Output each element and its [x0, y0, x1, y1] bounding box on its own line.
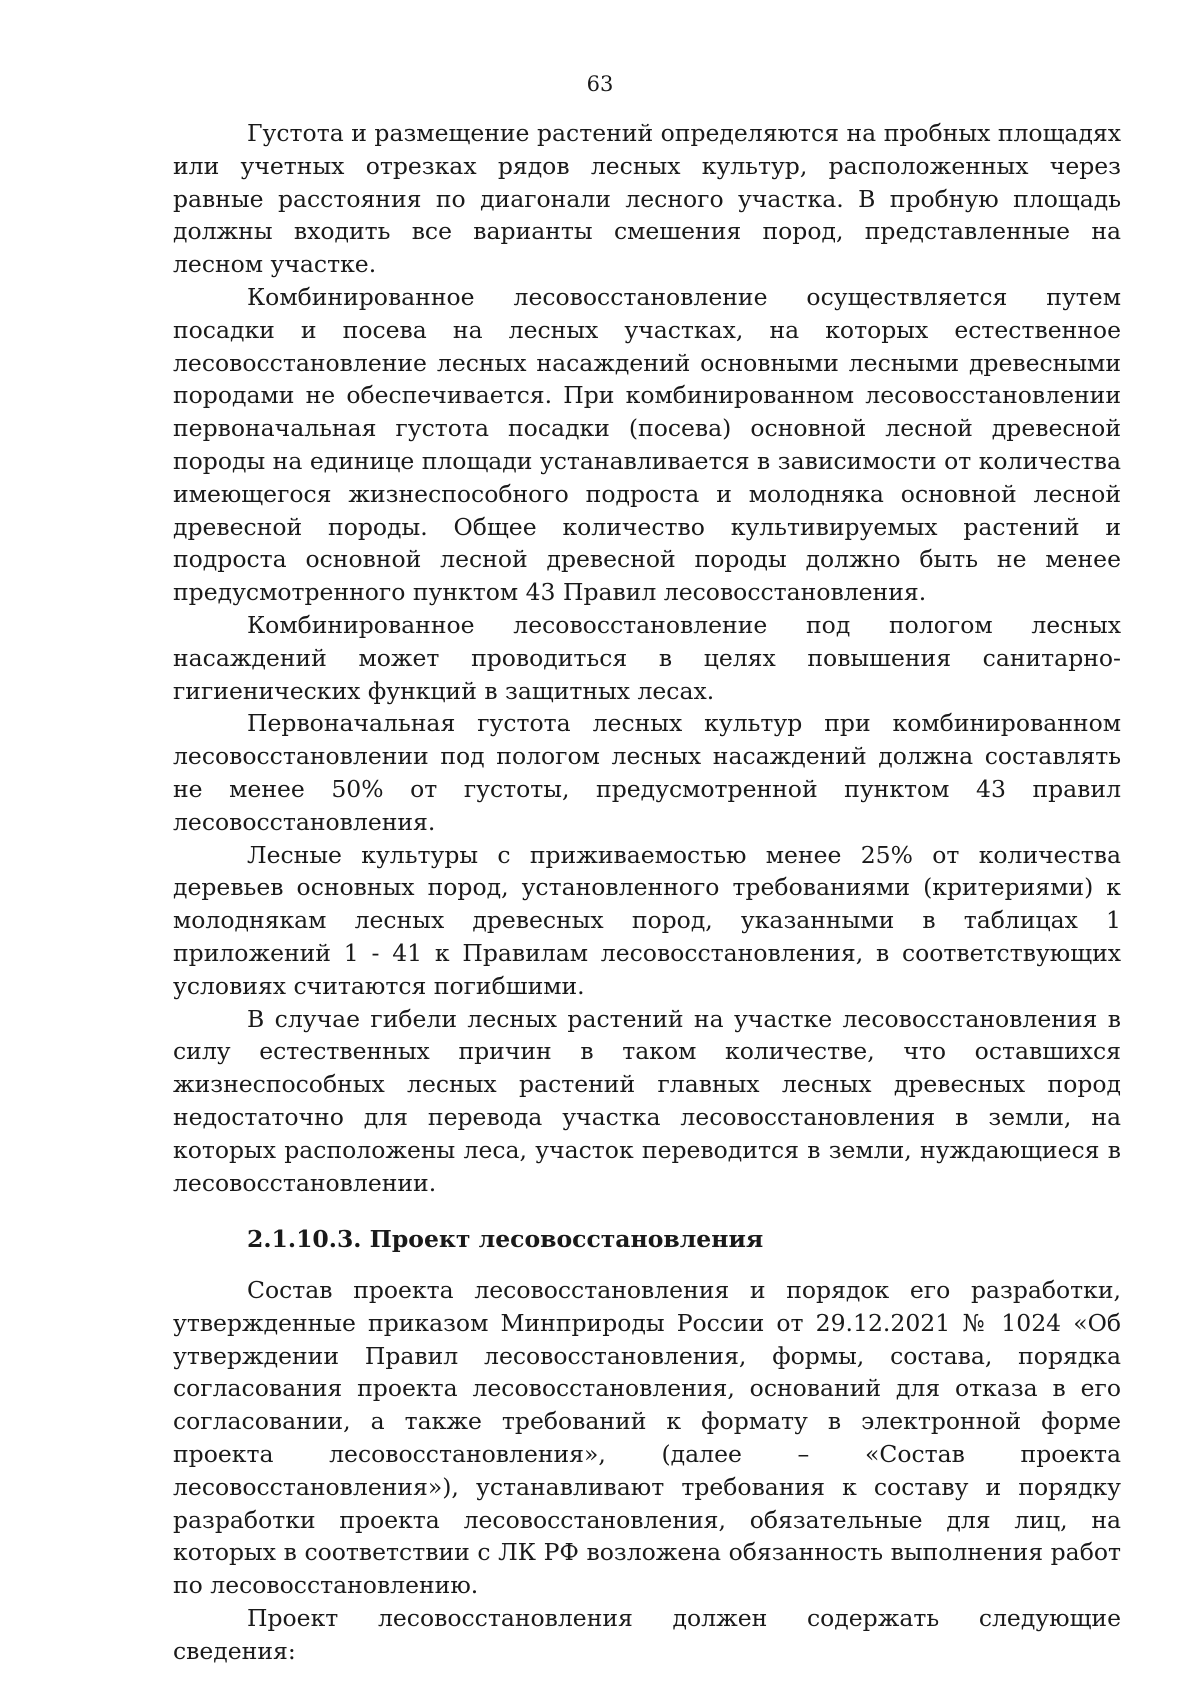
- paragraph-plant-death: В случае гибели лесных растений на участке лесовосстановления в силу естественных причин в таком количестве, что оставшихся жизнеспособных лесных растений главных лесных древесных пород недостаточно для перевода участка лесовосстановления в земли, на которых расположены леса, участок переводится в земли, нуждающиеся в лесовосстановлении.: [173, 1004, 1121, 1197]
- paragraph-project-composition: Состав проекта лесовосстановления и порядок его разработки, утвержденные приказом Минприроды России от 29.12.2021 № 1024 «Об утверждении Правил лесовосстановления, формы, состава, порядка согласования проекта лесовосстановления, оснований для отказа в его согласовании, а также требований к формату в электронной форме проекта лесовосстановления», (далее – «Состав проекта лесовосстановления»), устанавливают требования к составу и порядку разработки проекта лесовосстановления, обязательные для лиц, на которых в соответствии с ЛК РФ возложена обязанность выполнения работ по лесовосстановлению.: [173, 1276, 1121, 1600]
- document-body: [173, 117, 1121, 1668]
- paragraph-survival-rate: Лесные культуры с приживаемостью менее 25% от количества деревьев основных пород, установленного требованиями (критериями) к молоднякам лесных древесных пород, указанными в таблицах 1 приложений 1 - 41 к Правилам лесовосстановления, в соответствующих условиях считаются погибшими.: [173, 840, 1121, 1000]
- paragraph-under-canopy: Комбинированное лесовосстановление под пологом лесных насаждений может проводиться в целях повышения санитарно-гигиенических функций в защитных лесах.: [173, 610, 1121, 705]
- section-heading: 2.1.10.3. Проект лесовосстановления: [247, 1225, 764, 1254]
- paragraph-plot-density: Густота и размещение растений определяются на пробных площадях или учетных отрезках рядов лесных культур, расположенных через равные расстояния по диагонали лесного участка. В пробную площадь должны входить все варианты смешения пород, представленные на лесном участке.: [173, 119, 1121, 279]
- paragraph-project-contents: Проект лесовосстановления должен содержать следующие сведения:: [173, 1604, 1121, 1665]
- paragraph-combined-reforestation: Комбинированное лесовосстановление осуществляется путем посадки и посева на лесных участках, на которых естественное лесовосстановление лесных насаждений основными лесными древесными породами не обеспечивается. При комбинированном лесовосстановлении первоначальная густота посадки (посева) основной лесной древесной породы на единице площади устанавливается в зависимости от количества имеющегося жизнеспособного подроста и молодняка основной лесной древесной породы. Общее количество культивируемых растений и подроста основной лесной древесной породы должно быть не менее предусмотренного пунктом 43 Правил лесовосстановления.: [173, 282, 1121, 607]
- paragraph-initial-density: Первоначальная густота лесных культур при комбинированном лесовосстановлении под пологом лесных насаждений должна составлять не менее 50% от густоты, предусмотренной пунктом 43 правил лесовосстановления.: [173, 709, 1121, 836]
- page-number: 63: [586, 72, 614, 96]
